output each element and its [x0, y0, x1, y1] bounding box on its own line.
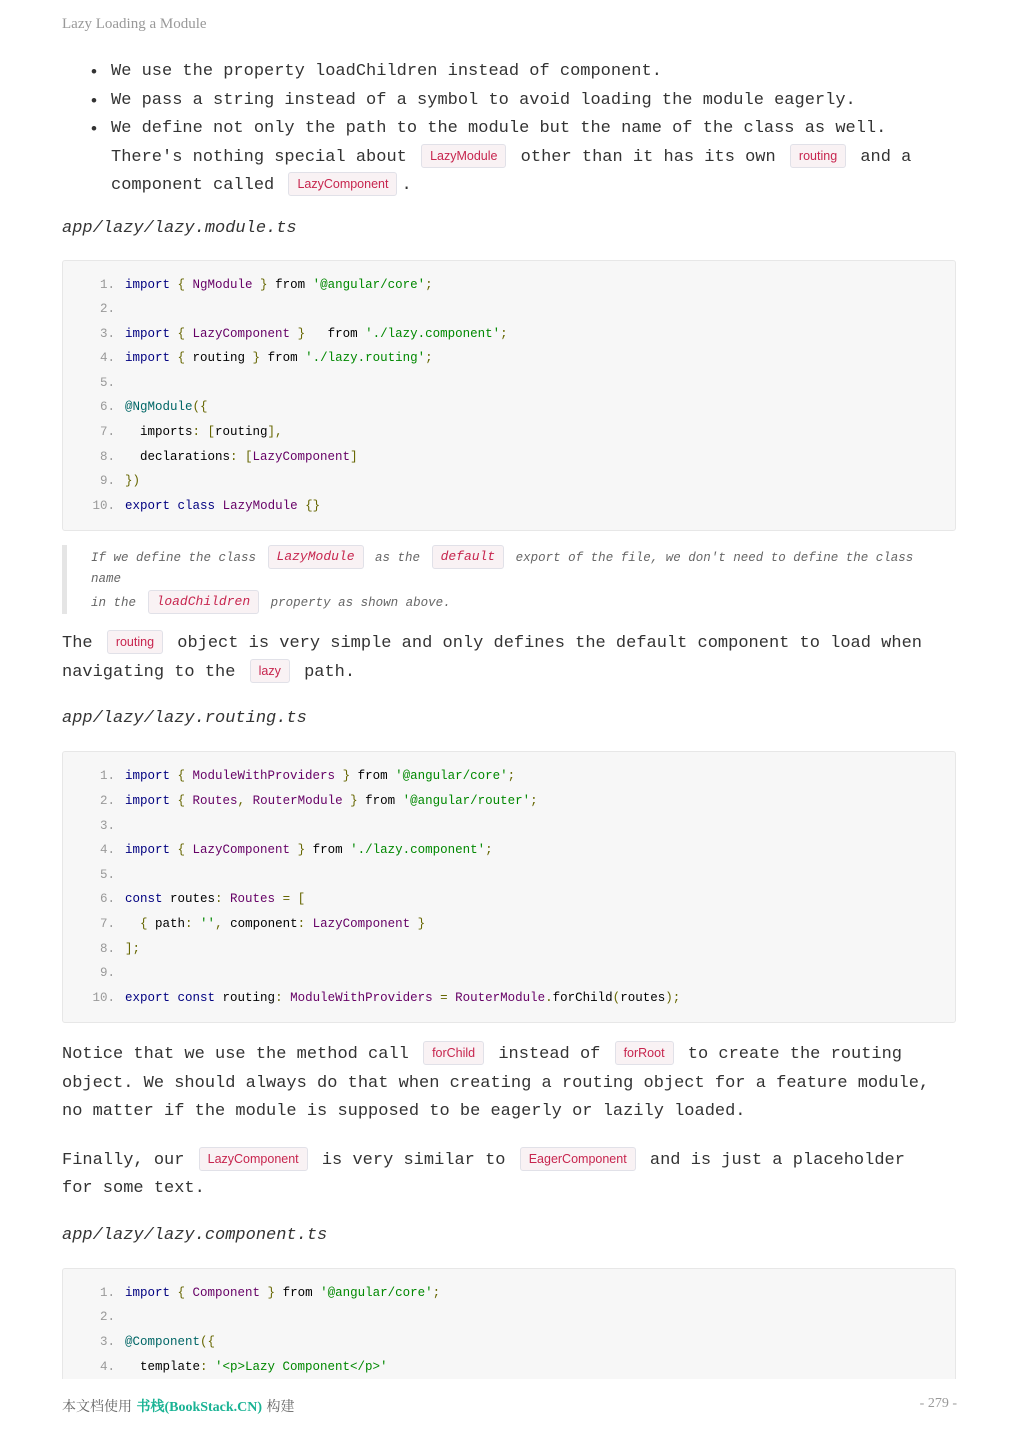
text: and is just a placeholder	[639, 1150, 905, 1170]
code-line	[63, 322, 955, 347]
paragraph	[62, 630, 956, 687]
code-text: @NgModule({	[125, 400, 208, 415]
list-item-text: There's nothing special about	[111, 147, 418, 167]
inline-code: loadChildren	[148, 590, 260, 614]
inline-code: routing	[790, 144, 846, 168]
line-number: 5.	[99, 867, 115, 882]
code-filename: app/lazy/lazy.module.ts	[62, 218, 297, 238]
paragraph	[62, 1147, 956, 1204]
line-number: 2.	[99, 302, 115, 317]
code-text: import { Routes, RouterModule } from '@angular/router';	[125, 794, 538, 809]
text: object is very simple and only defines the default component to load when	[167, 634, 922, 654]
note-text: property as shown above.	[263, 596, 451, 611]
code-text: imports: [routing],	[125, 425, 283, 440]
code-filename: app/lazy/lazy.routing.ts	[62, 709, 307, 729]
line-number: 10.	[92, 990, 115, 1005]
code-line	[63, 961, 955, 986]
note-text: in the	[91, 596, 144, 611]
code-text: @Component({	[125, 1335, 216, 1350]
line-number: 2.	[99, 1310, 115, 1325]
code-text: const routes: Routes = [	[125, 892, 306, 907]
line-number: 7.	[99, 425, 115, 440]
line-number: 7.	[99, 917, 115, 931]
code-filename: app/lazy/lazy.component.ts	[62, 1225, 328, 1245]
code-text: import { ModuleWithProviders } from '@angular/core';	[125, 769, 516, 784]
code-line	[63, 494, 955, 519]
inline-code: default	[432, 545, 505, 569]
code-line	[63, 764, 955, 789]
list-item-text: and a	[850, 147, 912, 167]
inline-code: LazyModule	[421, 144, 506, 168]
line-number: 8.	[99, 941, 115, 956]
code-line	[63, 273, 955, 298]
code-line	[63, 1330, 955, 1355]
line-number: 6.	[99, 400, 115, 415]
line-number: 9.	[99, 966, 115, 981]
code-text: template: '<p>Lazy Component</p>'	[125, 1359, 388, 1374]
list-item: • We pass a string instead of a symbol to avoid loading the module eagerly.	[111, 87, 956, 116]
line-number: 5.	[99, 375, 115, 390]
line-number: 10.	[92, 498, 115, 513]
code-line	[63, 887, 955, 912]
text: instead of	[488, 1045, 611, 1065]
bullet-list	[62, 58, 956, 201]
text: to create the routing	[677, 1045, 902, 1065]
inline-code: forChild	[423, 1041, 484, 1065]
code-line	[63, 346, 955, 371]
code-line	[63, 789, 955, 814]
code-text: export const routing: ModuleWithProviders = RouterModule.forChild(routes);	[125, 990, 681, 1005]
paragraph	[62, 1041, 956, 1127]
line-number: 4.	[99, 351, 115, 366]
code-line	[63, 445, 955, 470]
code-text: import { LazyComponent } from './lazy.component';	[125, 326, 508, 341]
brand-link[interactable]: 书栈(BookStack.CN)	[136, 1400, 263, 1415]
list-item-text: component called	[111, 176, 285, 195]
line-number: 6.	[99, 892, 115, 907]
text: Notice that we use the method call	[62, 1045, 420, 1065]
inline-code: EagerComponent	[520, 1147, 636, 1171]
code-text: ];	[125, 941, 141, 956]
code-line	[63, 814, 955, 839]
code-line	[63, 1355, 955, 1380]
line-number: 8.	[99, 449, 115, 464]
line-number: 2.	[99, 794, 115, 809]
text: Finally, our	[62, 1150, 195, 1170]
code-block	[62, 260, 956, 532]
text: is very similar to	[311, 1150, 516, 1170]
line-number: 4.	[99, 1359, 115, 1374]
list-item-text: other than it has its own	[510, 147, 786, 167]
code-line	[63, 297, 955, 322]
code-text: import { NgModule } from '@angular/core';	[125, 277, 433, 292]
text: for some text.	[62, 1179, 205, 1199]
line-number: 3.	[99, 818, 115, 833]
code-line	[63, 937, 955, 962]
inline-code: LazyModule	[268, 545, 364, 569]
text: path.	[293, 662, 356, 682]
list-item-text: We define not only the path to the module but the name of the class as well.	[111, 119, 887, 138]
code-text: import { Component } from '@angular/core';	[125, 1285, 441, 1300]
list-item-text: .	[401, 176, 412, 195]
code-text: { path: '', component: LazyComponent }	[125, 917, 426, 931]
code-line	[63, 912, 955, 937]
code-text: })	[125, 474, 141, 489]
code-text: import { routing } from './lazy.routing';	[125, 351, 433, 366]
code-line	[63, 1281, 955, 1306]
running-header: Lazy Loading a Module	[62, 16, 207, 32]
list-item: • We use the property loadChildren instead of component.	[111, 58, 956, 87]
code-line	[63, 420, 955, 445]
page-content	[62, 58, 956, 1379]
code-line	[63, 986, 955, 1011]
code-line	[63, 863, 955, 888]
note-text: If we define the class	[91, 551, 264, 566]
inline-code: forRoot	[615, 1041, 674, 1065]
code-line	[63, 395, 955, 420]
line-number: 3.	[99, 1335, 115, 1350]
footer-text: 构建	[262, 1399, 295, 1415]
code-block	[62, 1268, 956, 1379]
code-line	[63, 469, 955, 494]
list-item	[111, 115, 956, 201]
inline-code: lazy	[250, 659, 290, 683]
text: The	[62, 634, 103, 654]
line-number: 1.	[99, 277, 115, 292]
page-number: - 279 -	[919, 1396, 957, 1411]
note-text: as the	[367, 551, 428, 566]
inline-code: routing	[107, 630, 163, 654]
code-line	[63, 1305, 955, 1330]
line-number: 1.	[99, 1285, 115, 1300]
inline-code: LazyComponent	[288, 172, 397, 196]
code-line	[63, 371, 955, 396]
text: no matter if the module is supposed to be eagerly or lazily loaded.	[62, 1102, 746, 1122]
inline-code: LazyComponent	[199, 1147, 308, 1171]
text: navigating to the	[62, 662, 246, 682]
line-number: 4.	[99, 843, 115, 858]
code-line	[63, 838, 955, 863]
code-text: import { LazyComponent } from './lazy.component';	[125, 843, 493, 858]
code-text: declarations: [LazyComponent]	[125, 449, 358, 464]
line-number: 3.	[99, 326, 115, 341]
footer-text: 本文档使用	[62, 1399, 137, 1415]
blockquote-note	[62, 545, 956, 614]
note-text: export of the file, we don't need to define the class name	[91, 551, 914, 587]
page-footer	[62, 1396, 295, 1416]
code-text: export class LazyModule {}	[125, 498, 321, 513]
text: object. We should always do that when creating a routing object for a feature module,	[62, 1073, 930, 1093]
code-block	[62, 751, 956, 1023]
line-number: 1.	[99, 769, 115, 784]
line-number: 9.	[99, 474, 115, 489]
